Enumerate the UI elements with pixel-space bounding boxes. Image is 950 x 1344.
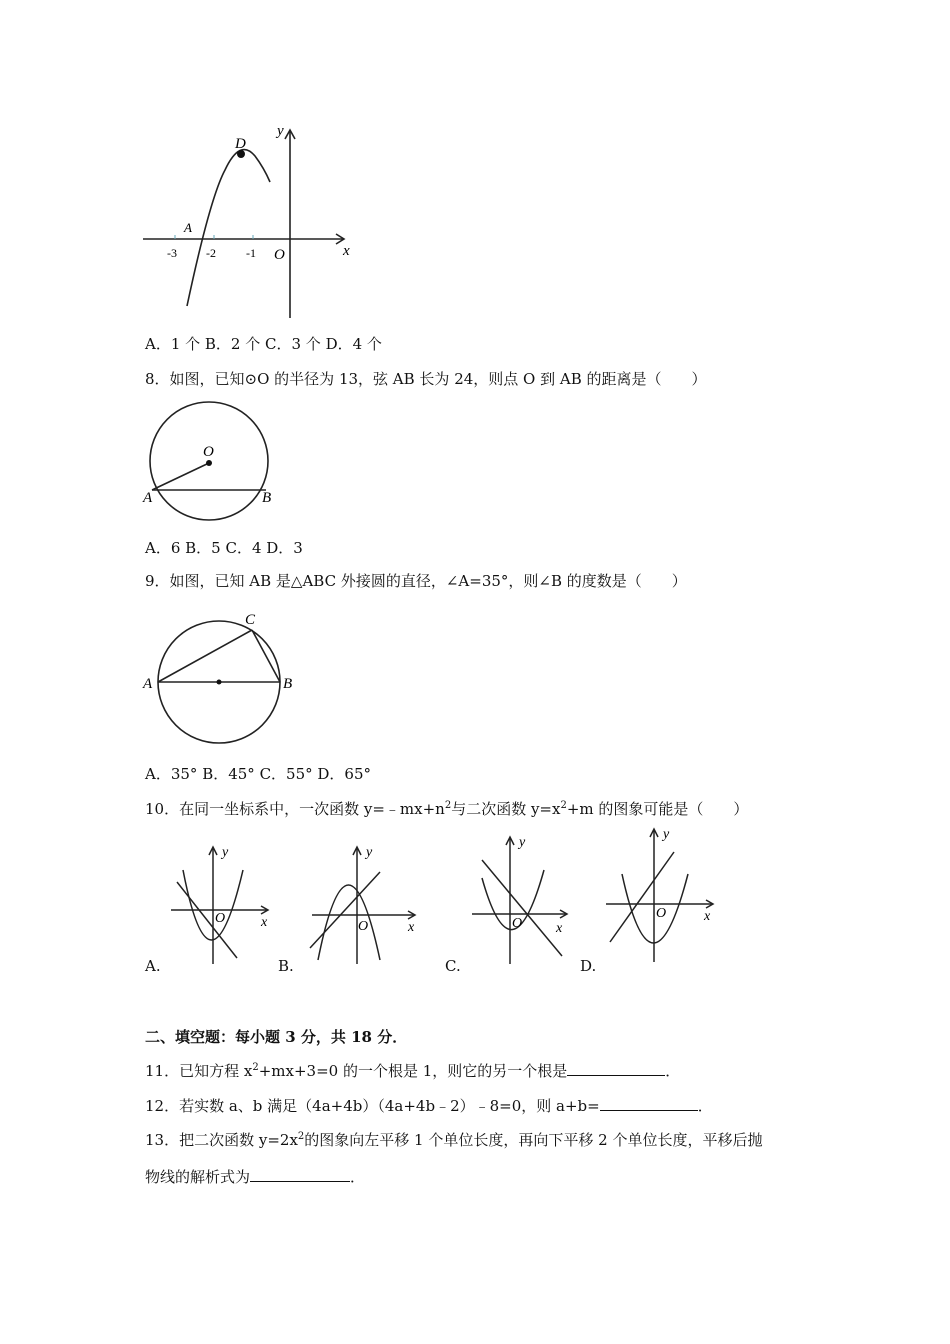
q13-answer-blank[interactable] — [250, 1167, 350, 1182]
q8-circle-figure — [140, 398, 285, 528]
q8-question: 8．如图，已知⊙O 的半径为 13，弦 AB 长为 24，则点 O 到 AB 的距离是（ ） — [145, 370, 707, 388]
label-y: y — [277, 123, 284, 139]
label-a: A — [143, 676, 153, 692]
svg-text:O: O — [656, 906, 667, 921]
q13-question: 13．把二次函数 $y=2x^2$的图象向左平移 1 个单位长度，再向下平移 2 个单位长度，平移后抛 — [145, 1131, 763, 1149]
q12-answer-blank[interactable] — [600, 1096, 698, 1111]
parabola — [187, 150, 270, 306]
q9-question: 9．如图，已知 AB 是△ABC 外接圆的直径，∠A=35°，则∠B 的度数是（ ） — [145, 572, 687, 590]
q10-graph-d — [600, 822, 720, 967]
q10-question: 10．在同一坐标系中，一次函数 $y=﹣mx+n^2$与二次函数 $y=x^2+m$ 的图象可能是（ ） — [145, 800, 749, 818]
label-a: A — [143, 490, 153, 506]
q10-choice-a: A. — [145, 957, 161, 975]
q13-question-line2: 物线的解析式为 ． — [145, 1168, 366, 1186]
section2-title: 二、填空题：每小题 3 分，共 18 分． — [145, 1028, 408, 1046]
svg-text:y: y — [222, 845, 229, 860]
q10-graph-c — [462, 830, 577, 968]
tick-neg2: -2 — [206, 246, 216, 260]
label-c: C — [245, 612, 256, 628]
radius-oa — [152, 463, 209, 490]
label-a: A — [184, 220, 192, 235]
svg-text:y: y — [519, 835, 526, 850]
svg-text:x: x — [556, 921, 563, 936]
tick-neg3: -3 — [167, 246, 177, 260]
q12-question: 12．若实数 a、b 满足（4a+4b）（4a+4b﹣2）﹣8=0，则 a+b= ． — [145, 1097, 713, 1115]
svg-text:O: O — [215, 911, 226, 926]
svg-text:x: x — [408, 920, 415, 935]
svg-text:x: x — [704, 909, 711, 924]
label-d: D — [235, 136, 246, 152]
label-b: B — [283, 676, 293, 692]
svg-text:O: O — [358, 919, 369, 934]
svg-text:x: x — [261, 915, 268, 930]
q9-options: A．35° B．45° C．55° D．65° — [145, 765, 372, 783]
svg-text:O: O — [512, 916, 523, 931]
q7-graph — [140, 118, 365, 323]
q7-axes — [143, 130, 344, 318]
label-x: x — [343, 243, 350, 259]
q7-options: A．1 个 B．2 个 C．3 个 D．4 个 — [145, 335, 382, 353]
side-cb — [252, 630, 280, 682]
q8-options: A．6 B．5 C．4 D．3 — [145, 539, 303, 557]
q10-graph-a — [165, 840, 280, 968]
center — [217, 680, 222, 685]
svg-text:y: y — [663, 827, 670, 842]
q10-choice-c: C. — [445, 957, 461, 975]
q9-circle-figure — [140, 606, 300, 746]
side-ac — [158, 630, 252, 682]
q11-answer-blank[interactable] — [567, 1061, 665, 1076]
q10-choice-d: D. — [580, 957, 597, 975]
q11-question: 11．已知方程 $x^2+mx+3=0$ 的一个根是 1，则它的另一个根是 ． — [145, 1062, 681, 1080]
center-o — [206, 460, 212, 466]
q10-choice-b: B. — [278, 957, 294, 975]
label-o: O — [203, 444, 214, 460]
q10-graph-b — [300, 840, 425, 968]
label-b: B — [262, 490, 272, 506]
tick-neg1: -1 — [246, 246, 256, 260]
svg-text:y: y — [366, 845, 373, 860]
label-o: O — [274, 247, 285, 263]
